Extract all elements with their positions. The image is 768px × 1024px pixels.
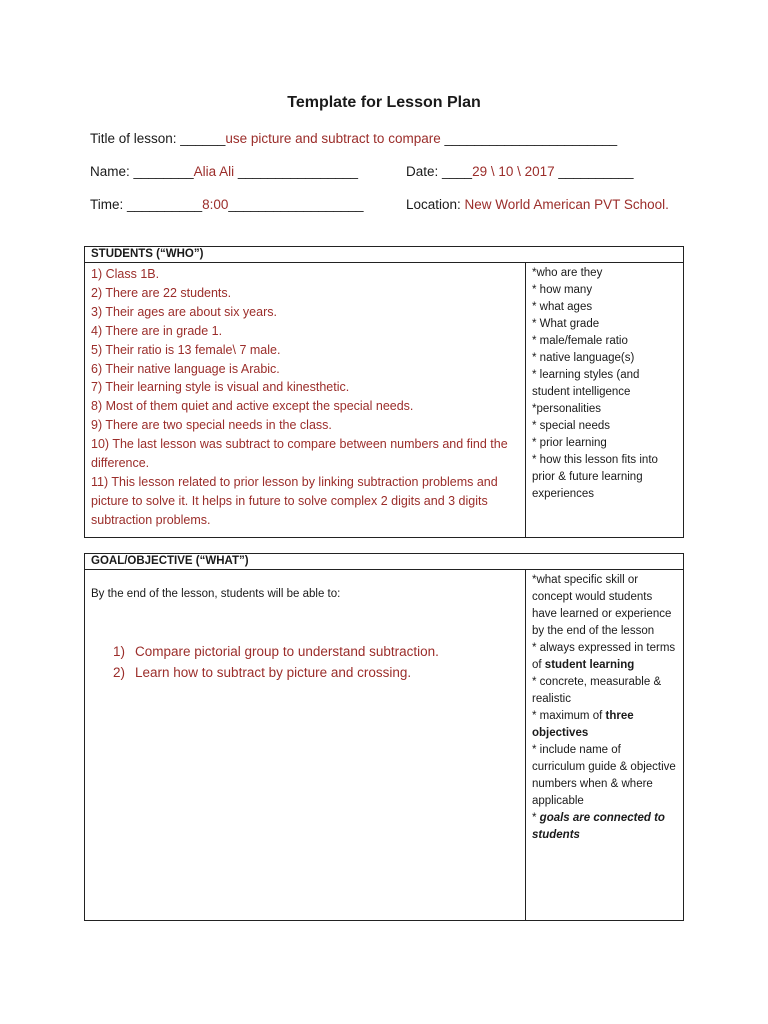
note-item: *personalities — [532, 403, 602, 415]
goal-note-text: * always expressed in terms of — [532, 642, 676, 671]
document-title: Template for Lesson Plan — [287, 94, 481, 111]
time-label: Time: __________ — [90, 197, 203, 212]
goal-note-text: * — [532, 812, 540, 824]
note-item: * what ages — [532, 301, 593, 313]
list-item: 3) Their ages are about six years. — [91, 304, 277, 319]
objective-item — [113, 662, 439, 683]
list-item: 1) Class 1B. — [91, 267, 160, 281]
name-line — [90, 164, 358, 179]
lesson-title-line — [90, 131, 617, 146]
list-item: 9) There are two special needs in the class. — [91, 418, 332, 433]
objective-number: 2) — [113, 665, 126, 680]
objective-item — [113, 641, 439, 662]
goal-details — [85, 570, 526, 920]
note-item: * how this lesson fits into prior & future learning experiences — [532, 454, 658, 500]
students-guidance — [526, 263, 683, 537]
location-label: Location: — [406, 197, 465, 212]
list-item: 5) Their ratio is 13 female\ 7 male. — [91, 342, 281, 357]
goal-note-bold: student learning — [544, 659, 635, 671]
list-item: 7) Their learning style is visual and kinesthetic. — [91, 380, 350, 395]
note-item: * prior learning — [532, 437, 607, 449]
goal-intro: By the end of the lesson, students will be able to: — [91, 588, 341, 600]
note-item: *who are they — [532, 267, 603, 279]
lesson-title-trail: _______________________ — [440, 131, 618, 146]
goal-note: * concrete, measurable & realistic — [532, 676, 662, 705]
list-item: 10) The last lesson was subtract to compare between numbers and find the difference. — [91, 437, 508, 471]
goal-note-bold: three objectives — [532, 710, 634, 739]
goal-note: * include name of curriculum guide & objective numbers when & where applicable — [532, 744, 676, 807]
time-trail: __________________ — [228, 197, 364, 212]
lesson-title-label: Title of lesson: ______ — [90, 131, 226, 146]
students-body — [85, 263, 683, 537]
note-item: * What grade — [532, 318, 600, 330]
goal-note — [532, 810, 677, 844]
note-item: * male/female ratio — [532, 335, 628, 347]
list-item: 6) Their native language is Arabic. — [91, 361, 280, 376]
objective-text: Learn how to subtract by picture and crossing. — [135, 665, 412, 680]
lesson-title-value: use picture and subtract to compare — [225, 131, 441, 146]
location-line — [406, 197, 669, 212]
objectives-list — [113, 641, 439, 683]
goal-note: *what specific skill or concept would students have learned or experience by the end of the lesson — [532, 574, 672, 637]
goal-section — [84, 553, 684, 921]
name-trail: ________________ — [234, 164, 358, 179]
name-value: Alia Ali — [193, 164, 235, 179]
goal-note-bold: goals are connected to students — [532, 812, 665, 841]
list-item: 11) This lesson related to prior lesson by linking subtraction problems and picture to solve it. It helps in future to solve complex 2 digits and 3 digits subtraction problems. — [91, 474, 498, 527]
date-value: 29 \ 10 \ 2017 — [472, 164, 555, 179]
time-line — [90, 197, 364, 212]
objective-text: Compare pictorial group to understand subtraction. — [135, 644, 439, 659]
note-item: * special needs — [532, 420, 610, 432]
name-label: Name: ________ — [90, 164, 194, 179]
students-details — [85, 263, 526, 537]
date-trail: __________ — [554, 164, 634, 179]
note-item: * native language(s) — [532, 352, 635, 364]
list-item: 2) There are 22 students. — [91, 285, 232, 300]
goal-note-text: * maximum of — [532, 710, 606, 722]
students-section — [84, 246, 684, 538]
time-value: 8:00 — [202, 197, 229, 212]
location-value: New World American PVT School. — [464, 197, 669, 212]
date-line — [406, 164, 633, 179]
students-list — [85, 263, 525, 530]
note-item: * learning styles (and student intelligence — [532, 369, 640, 398]
goal-note — [532, 708, 677, 742]
list-item: 8) Most of them quiet and active except the special needs. — [91, 399, 414, 414]
goal-heading: GOAL/OBJECTIVE (“WHAT”) — [85, 554, 683, 570]
goal-note — [532, 640, 677, 674]
objective-number: 1) — [113, 644, 126, 659]
students-notes — [532, 265, 677, 503]
goal-guidance — [526, 570, 683, 920]
goal-body — [85, 570, 683, 920]
date-label: Date: ____ — [406, 164, 473, 179]
students-heading: STUDENTS (“WHO”) — [85, 247, 683, 263]
list-item: 4) There are in grade 1. — [91, 323, 223, 338]
note-item: * how many — [532, 284, 593, 296]
